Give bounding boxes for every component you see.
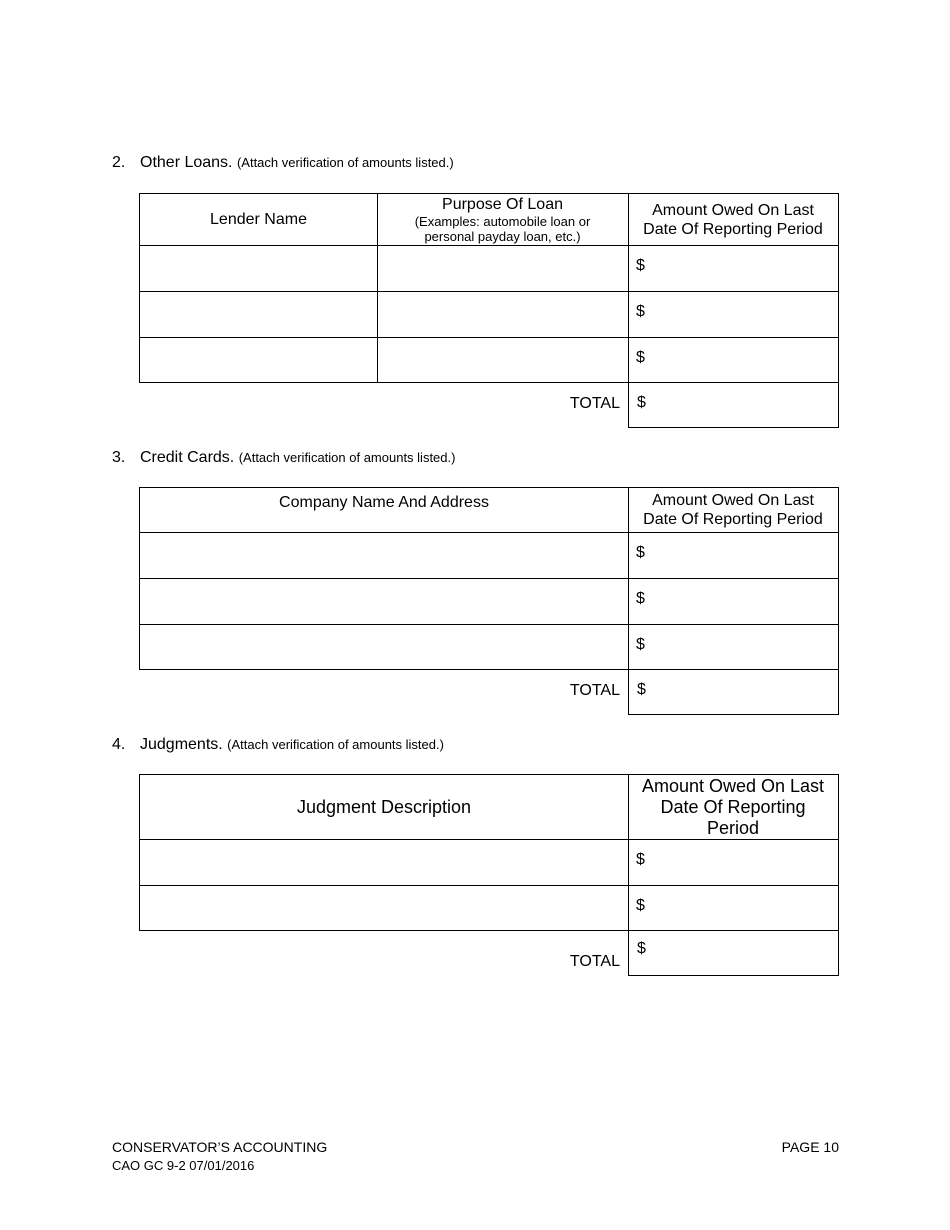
amount-cell[interactable]: $ [628,245,839,292]
section-number: 2. [112,154,126,171]
judgment-description-cell[interactable] [139,839,629,886]
section-title: Other Loans. [140,154,233,171]
amount-cell[interactable]: $ [628,885,839,931]
amount-cell[interactable]: $ [628,578,839,625]
header-company-name: Company Name And Address [139,487,629,533]
header-purpose-of-loan: Purpose Of Loan (Examples: automobile loan or personal payday loan, etc.) [377,193,629,246]
header-amount-owed: Amount Owed On Last Date Of Reporting Period [628,774,839,840]
amount-cell[interactable]: $ [628,624,839,670]
footer-form-id: CAO GC 9-2 07/01/2016 [112,1158,255,1173]
header-amount-owed: Amount Owed On Last Date Of Reporting Period [628,193,839,246]
purpose-cell[interactable] [377,291,629,338]
amount-cell[interactable]: $ [628,291,839,338]
total-label: TOTAL [569,395,620,412]
amount-cell[interactable]: $ [628,532,839,579]
company-name-cell[interactable] [139,578,629,625]
section-note: (Attach verification of amounts listed.) [238,450,456,465]
company-name-cell[interactable] [139,532,629,579]
amount-cell[interactable]: $ [628,337,839,383]
lender-name-cell[interactable] [139,245,378,292]
judgment-description-cell[interactable] [139,885,629,931]
header-judgment-description: Judgment Description [139,774,629,840]
total-label: TOTAL [569,682,620,699]
section-other-loans-heading [112,154,454,172]
lender-name-cell[interactable] [139,337,378,383]
footer-page-number: PAGE 10 [781,1139,839,1155]
company-name-cell[interactable] [139,624,629,670]
section-note: (Attach verification of amounts listed.) [227,737,444,752]
section-number: 4. [112,736,126,753]
section-note: (Attach verification of amounts listed.) [236,155,454,170]
section-number: 3. [112,449,126,466]
amount-cell[interactable]: $ [628,839,839,886]
section-credit-cards-heading [112,449,455,467]
header-amount-owed: Amount Owed On Last Date Of Reporting Period [628,487,839,533]
footer-title: CONSERVATOR’S ACCOUNTING [112,1139,328,1155]
purpose-cell[interactable] [377,245,629,292]
section-title: Credit Cards. [140,449,235,466]
section-judgments-heading [112,736,444,754]
total-amount-cell[interactable]: $ [628,382,839,428]
section-title: Judgments. [140,736,223,753]
header-lender-name: Lender Name [139,193,378,246]
purpose-cell[interactable] [377,337,629,383]
total-amount-cell[interactable]: $ [628,930,839,976]
lender-name-cell[interactable] [139,291,378,338]
total-label: TOTAL [569,953,620,970]
total-amount-cell[interactable]: $ [628,669,839,715]
